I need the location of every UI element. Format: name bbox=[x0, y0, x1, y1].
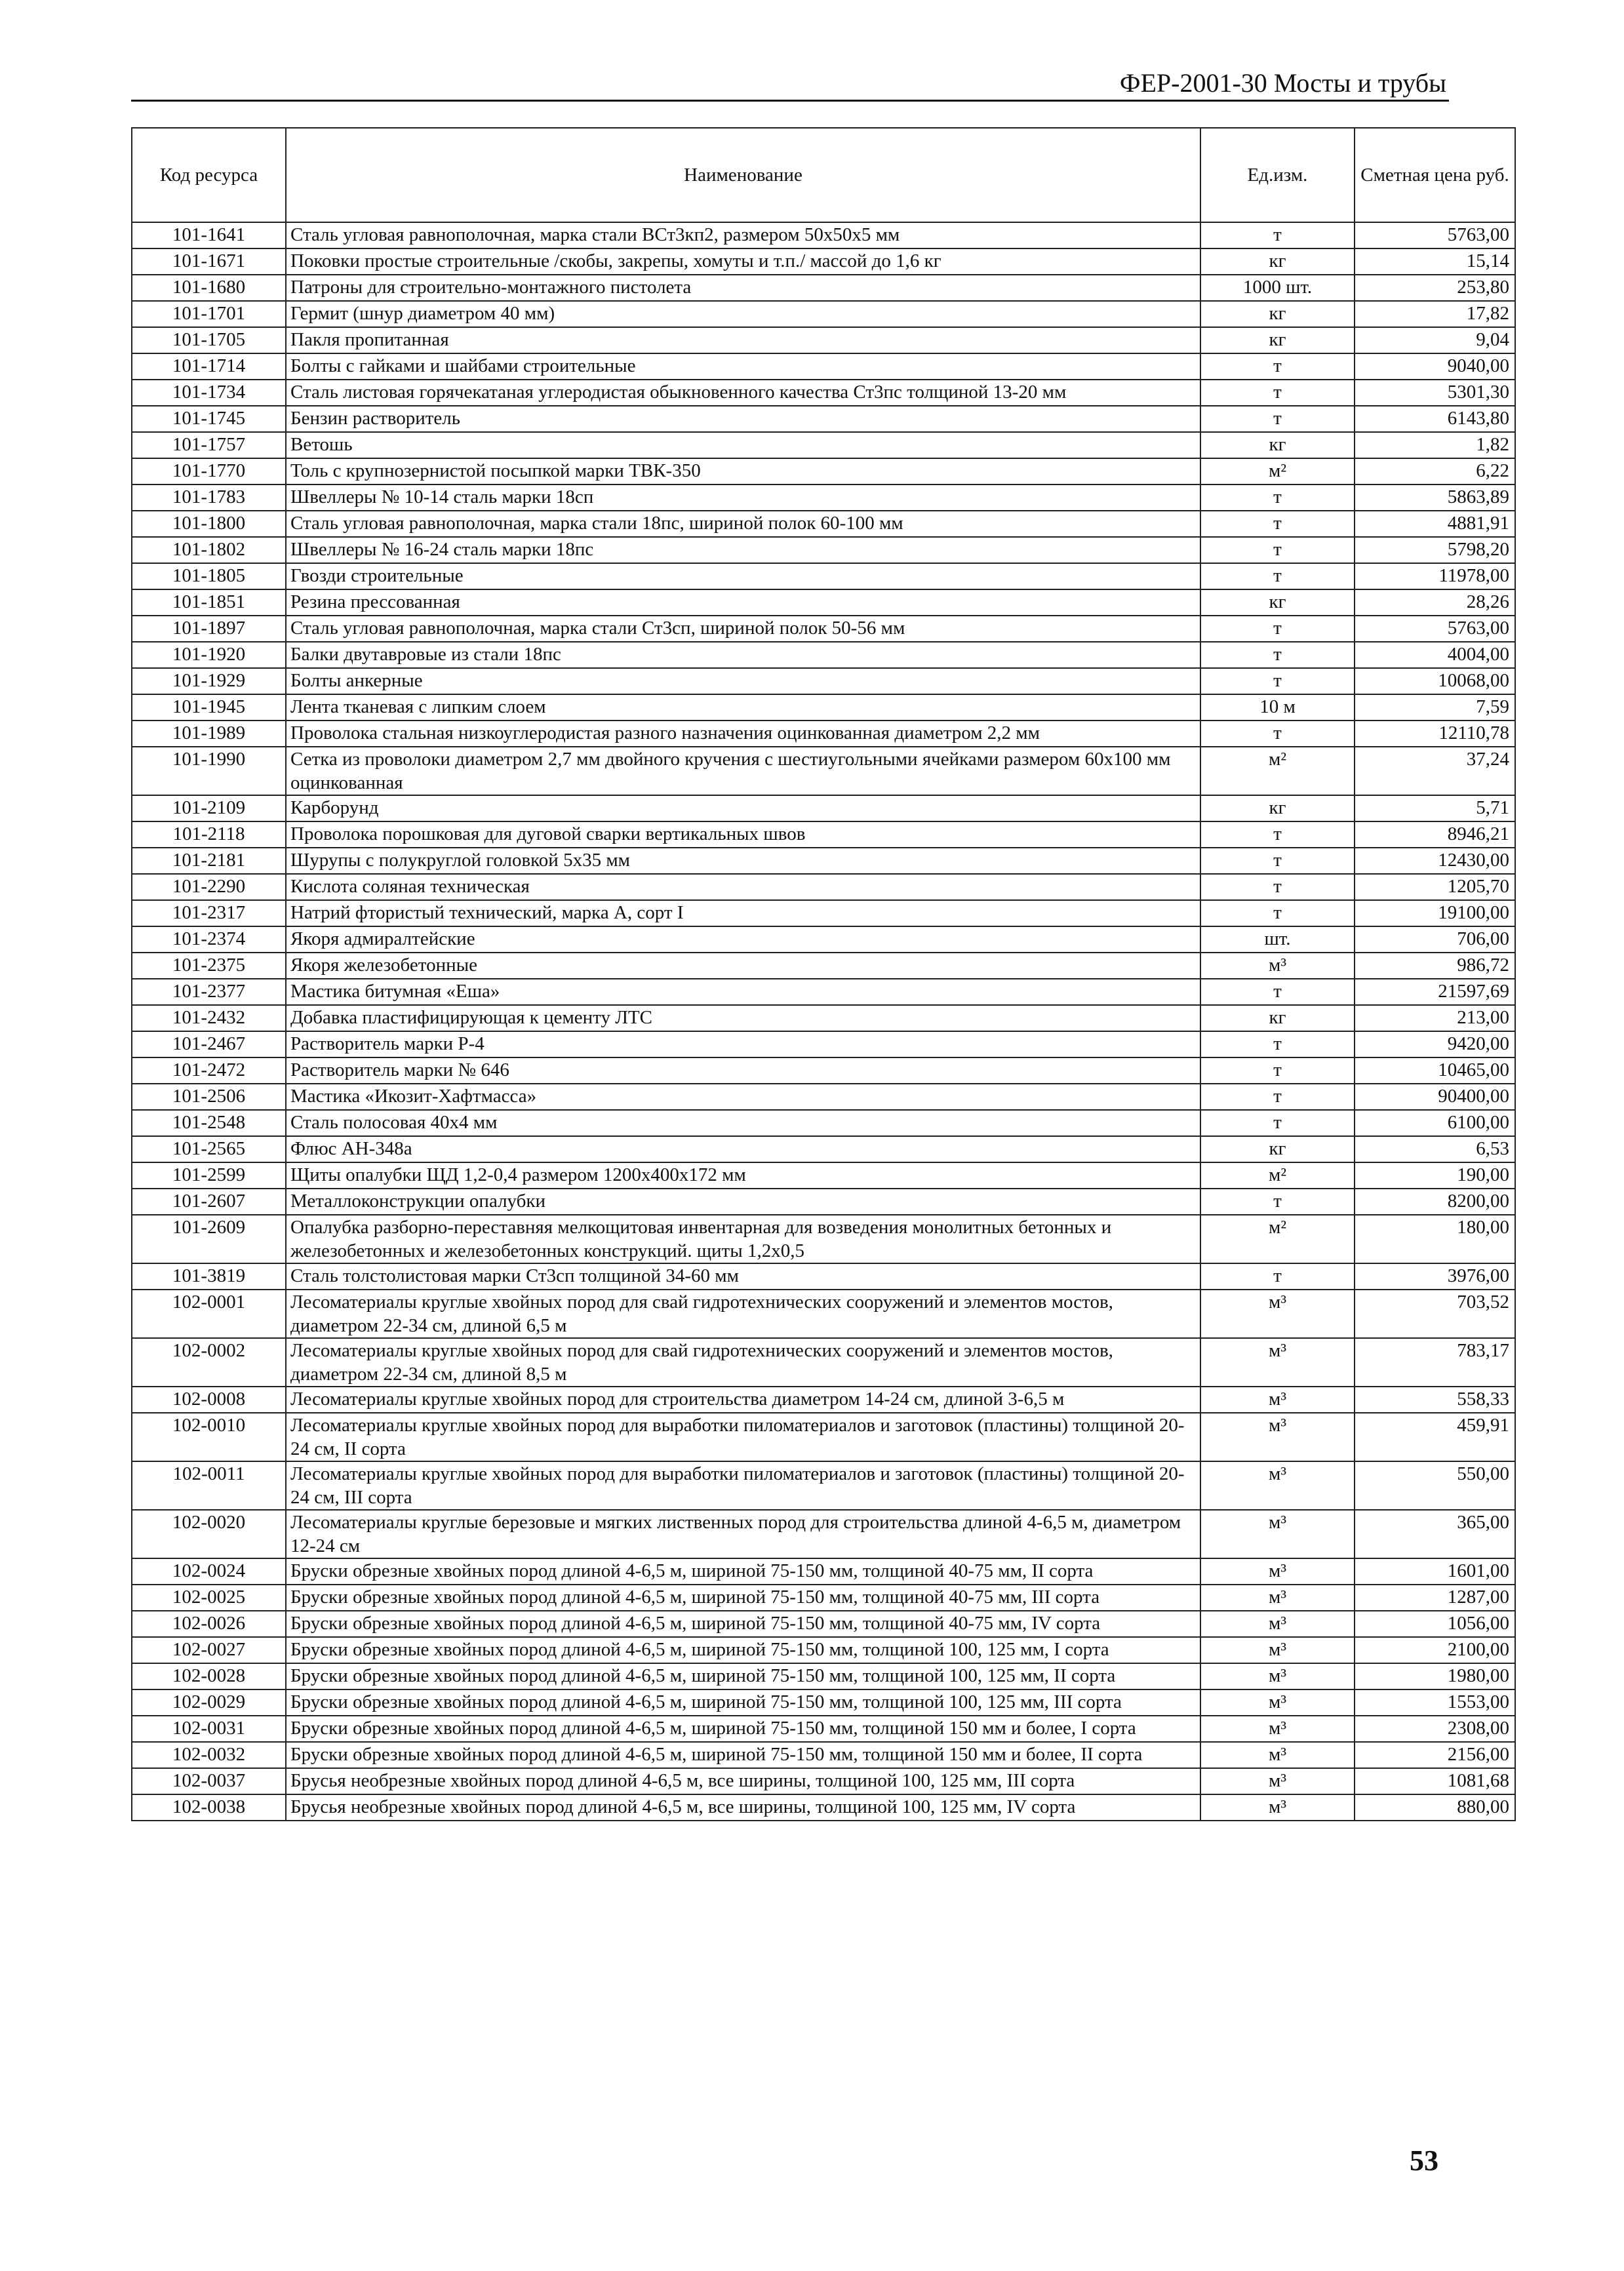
price-cell: 2308,00 bbox=[1355, 1716, 1515, 1742]
name-cell: Ветошь bbox=[286, 432, 1200, 458]
header-price: Сметная цена руб. bbox=[1355, 128, 1515, 222]
name-cell: Бруски обрезные хвойных пород длиной 4-6,5 м, шириной 75-150 мм, толщиной 100, 125 мм, I сорта bbox=[286, 1637, 1200, 1663]
price-cell: 880,00 bbox=[1355, 1794, 1515, 1821]
table-row bbox=[132, 353, 1515, 380]
price-cell: 12110,78 bbox=[1355, 721, 1515, 747]
price-cell: 5798,20 bbox=[1355, 537, 1515, 563]
unit-cell: шт. bbox=[1200, 926, 1355, 953]
code-cell: 101-2109 bbox=[132, 795, 286, 821]
unit-cell: т bbox=[1200, 511, 1355, 537]
table-row bbox=[132, 1162, 1515, 1189]
table-row bbox=[132, 1742, 1515, 1768]
unit-cell: т bbox=[1200, 721, 1355, 747]
name-cell: Сталь угловая равнополочная, марка стали Ст3сп, шириной полок 50-56 мм bbox=[286, 616, 1200, 642]
code-cell: 101-3819 bbox=[132, 1263, 286, 1290]
unit-cell: т bbox=[1200, 563, 1355, 589]
name-cell: Болты анкерные bbox=[286, 668, 1200, 694]
name-cell: Лесоматериалы круглые хвойных пород для выработки пиломатериалов и заготовок (пластины) толщиной 20-24 см, II сорта bbox=[286, 1413, 1200, 1461]
table-row bbox=[132, 874, 1515, 900]
table-row bbox=[132, 1768, 1515, 1794]
price-cell: 550,00 bbox=[1355, 1461, 1515, 1510]
unit-cell: т bbox=[1200, 642, 1355, 668]
code-cell: 101-1671 bbox=[132, 248, 286, 275]
table-row bbox=[132, 248, 1515, 275]
price-cell: 10068,00 bbox=[1355, 668, 1515, 694]
table-row bbox=[132, 589, 1515, 616]
table-row bbox=[132, 511, 1515, 537]
name-cell: Флюс АН-348а bbox=[286, 1136, 1200, 1162]
name-cell: Добавка пластифицирующая к цементу ЛТС bbox=[286, 1005, 1200, 1031]
price-cell: 15,14 bbox=[1355, 248, 1515, 275]
unit-cell: м² bbox=[1200, 1162, 1355, 1189]
unit-cell: кг bbox=[1200, 1136, 1355, 1162]
name-cell: Лесоматериалы круглые хвойных пород для строительства диаметром 14-24 см, длиной 3-6,5 м bbox=[286, 1387, 1200, 1413]
table-row bbox=[132, 821, 1515, 848]
name-cell: Пакля пропитанная bbox=[286, 327, 1200, 353]
name-cell: Сетка из проволоки диаметром 2,7 мм двойного кручения с шестиугольными ячейками размером 60х100 мм оцинкованная bbox=[286, 747, 1200, 795]
price-cell: 90400,00 bbox=[1355, 1084, 1515, 1110]
unit-cell: м³ bbox=[1200, 1794, 1355, 1821]
name-cell: Щиты опалубки ЩД 1,2-0,4 размером 1200х400х172 мм bbox=[286, 1162, 1200, 1189]
name-cell: Бруски обрезные хвойных пород длиной 4-6,5 м, шириной 75-150 мм, толщиной 150 мм и более, I сорта bbox=[286, 1716, 1200, 1742]
unit-cell: м³ bbox=[1200, 1585, 1355, 1611]
unit-cell: т bbox=[1200, 979, 1355, 1005]
table-row bbox=[132, 537, 1515, 563]
unit-cell: м³ bbox=[1200, 1413, 1355, 1461]
code-cell: 102-0028 bbox=[132, 1663, 286, 1689]
table-row bbox=[132, 1663, 1515, 1689]
code-cell: 101-1802 bbox=[132, 537, 286, 563]
code-cell: 101-2181 bbox=[132, 848, 286, 874]
code-cell: 101-2317 bbox=[132, 900, 286, 926]
price-cell: 11978,00 bbox=[1355, 563, 1515, 589]
price-cell: 180,00 bbox=[1355, 1215, 1515, 1263]
table-row bbox=[132, 1461, 1515, 1510]
code-cell: 102-0010 bbox=[132, 1413, 286, 1461]
table-row bbox=[132, 484, 1515, 511]
unit-cell: т bbox=[1200, 900, 1355, 926]
price-cell: 459,91 bbox=[1355, 1413, 1515, 1461]
name-cell: Швеллеры № 16-24 сталь марки 18пс bbox=[286, 537, 1200, 563]
price-cell: 3976,00 bbox=[1355, 1263, 1515, 1290]
table-row bbox=[132, 642, 1515, 668]
unit-cell: т bbox=[1200, 353, 1355, 380]
table-row bbox=[132, 1689, 1515, 1716]
header-unit: Ед.изм. bbox=[1200, 128, 1355, 222]
code-cell: 101-1680 bbox=[132, 275, 286, 301]
name-cell: Болты с гайками и шайбами строительные bbox=[286, 353, 1200, 380]
unit-cell: т bbox=[1200, 380, 1355, 406]
code-cell: 102-0008 bbox=[132, 1387, 286, 1413]
price-cell: 9040,00 bbox=[1355, 353, 1515, 380]
name-cell: Якоря железобетонные bbox=[286, 953, 1200, 979]
price-cell: 1,82 bbox=[1355, 432, 1515, 458]
price-cell: 6,53 bbox=[1355, 1136, 1515, 1162]
code-cell: 102-0037 bbox=[132, 1768, 286, 1794]
table-row bbox=[132, 694, 1515, 721]
unit-cell: м³ bbox=[1200, 1338, 1355, 1387]
price-cell: 37,24 bbox=[1355, 747, 1515, 795]
unit-cell: кг bbox=[1200, 301, 1355, 327]
code-cell: 101-2609 bbox=[132, 1215, 286, 1263]
code-cell: 101-1770 bbox=[132, 458, 286, 484]
table-row bbox=[132, 1794, 1515, 1821]
name-cell: Лесоматериалы круглые хвойных пород для свай гидротехнических сооружений и элементов мостов, диаметром 22-34 см, длиной 6,5 м bbox=[286, 1290, 1200, 1338]
table-row bbox=[132, 406, 1515, 432]
table-row bbox=[132, 1110, 1515, 1136]
code-cell: 102-0020 bbox=[132, 1510, 286, 1558]
table-row bbox=[132, 926, 1515, 953]
table-row bbox=[132, 1215, 1515, 1263]
code-cell: 101-1714 bbox=[132, 353, 286, 380]
price-cell: 2100,00 bbox=[1355, 1637, 1515, 1663]
name-cell: Металлоконструкции опалубки bbox=[286, 1189, 1200, 1215]
price-cell: 8200,00 bbox=[1355, 1189, 1515, 1215]
page-number: 53 bbox=[1410, 2144, 1438, 2177]
table-row bbox=[132, 900, 1515, 926]
table-row bbox=[132, 1558, 1515, 1585]
price-cell: 1081,68 bbox=[1355, 1768, 1515, 1794]
unit-cell: т bbox=[1200, 222, 1355, 248]
name-cell: Лесоматериалы круглые хвойных пород для выработки пиломатериалов и заготовок (пластины) толщиной 20-24 см, III сорта bbox=[286, 1461, 1200, 1510]
table-row bbox=[132, 1136, 1515, 1162]
name-cell: Натрий фтористый технический, марка А, сорт I bbox=[286, 900, 1200, 926]
code-cell: 102-0024 bbox=[132, 1558, 286, 1585]
name-cell: Якоря адмиралтейские bbox=[286, 926, 1200, 953]
price-cell: 190,00 bbox=[1355, 1162, 1515, 1189]
unit-cell: м³ bbox=[1200, 1558, 1355, 1585]
code-cell: 101-1757 bbox=[132, 432, 286, 458]
table-row bbox=[132, 848, 1515, 874]
header-code: Код ресурса bbox=[132, 128, 286, 222]
code-cell: 101-1734 bbox=[132, 380, 286, 406]
price-cell: 4004,00 bbox=[1355, 642, 1515, 668]
table-row bbox=[132, 1005, 1515, 1031]
price-cell: 5301,30 bbox=[1355, 380, 1515, 406]
name-cell: Резина прессованная bbox=[286, 589, 1200, 616]
code-cell: 101-1989 bbox=[132, 721, 286, 747]
table-row bbox=[132, 1290, 1515, 1338]
table-row bbox=[132, 380, 1515, 406]
unit-cell: т bbox=[1200, 616, 1355, 642]
table-row bbox=[132, 979, 1515, 1005]
price-cell: 1980,00 bbox=[1355, 1663, 1515, 1689]
name-cell: Бруски обрезные хвойных пород длиной 4-6,5 м, шириной 75-150 мм, толщиной 40-75 мм, II сорта bbox=[286, 1558, 1200, 1585]
name-cell: Опалубка разборно-переставняя мелкощитовая инвентарная для возведения монолитных бетонных и железобетонных и железобетонных конструкций. щиты 1,2х0,5 bbox=[286, 1215, 1200, 1263]
resource-table-container bbox=[131, 127, 1515, 1821]
page-header bbox=[131, 67, 1449, 102]
table-row bbox=[132, 327, 1515, 353]
name-cell: Сталь толстолистовая марки Ст3сп толщиной 34-60 мм bbox=[286, 1263, 1200, 1290]
code-cell: 101-2506 bbox=[132, 1084, 286, 1110]
name-cell: Сталь листовая горячекатаная углеродистая обыкновенного качества Ст3пс толщиной 13-20 мм bbox=[286, 380, 1200, 406]
unit-cell: 10 м bbox=[1200, 694, 1355, 721]
name-cell: Сталь угловая равнополочная, марка стали 18пс, шириной полок 60-100 мм bbox=[286, 511, 1200, 537]
code-cell: 101-1745 bbox=[132, 406, 286, 432]
name-cell: Шурупы с полукруглой головкой 5х35 мм bbox=[286, 848, 1200, 874]
code-cell: 101-2374 bbox=[132, 926, 286, 953]
code-cell: 101-1805 bbox=[132, 563, 286, 589]
price-cell: 6,22 bbox=[1355, 458, 1515, 484]
name-cell: Бруски обрезные хвойных пород длиной 4-6,5 м, шириной 75-150 мм, толщиной 40-75 мм, III сорта bbox=[286, 1585, 1200, 1611]
code-cell: 101-2548 bbox=[132, 1110, 286, 1136]
unit-cell: т bbox=[1200, 821, 1355, 848]
unit-cell: м³ bbox=[1200, 1689, 1355, 1716]
code-cell: 102-0011 bbox=[132, 1461, 286, 1510]
code-cell: 102-0026 bbox=[132, 1611, 286, 1637]
price-cell: 5863,89 bbox=[1355, 484, 1515, 511]
name-cell: Патроны для строительно-монтажного пистолета bbox=[286, 275, 1200, 301]
price-cell: 4881,91 bbox=[1355, 511, 1515, 537]
unit-cell: кг bbox=[1200, 327, 1355, 353]
code-cell: 101-2432 bbox=[132, 1005, 286, 1031]
code-cell: 101-1897 bbox=[132, 616, 286, 642]
price-cell: 1601,00 bbox=[1355, 1558, 1515, 1585]
table-row bbox=[132, 1510, 1515, 1558]
name-cell: Лента тканевая с липким слоем bbox=[286, 694, 1200, 721]
price-cell: 19100,00 bbox=[1355, 900, 1515, 926]
unit-cell: т bbox=[1200, 1263, 1355, 1290]
code-cell: 102-0001 bbox=[132, 1290, 286, 1338]
price-cell: 1205,70 bbox=[1355, 874, 1515, 900]
price-cell: 1287,00 bbox=[1355, 1585, 1515, 1611]
code-cell: 101-2118 bbox=[132, 821, 286, 848]
table-body bbox=[132, 222, 1515, 1821]
name-cell: Толь с крупнозернистой посыпкой марки ТВК-350 bbox=[286, 458, 1200, 484]
table-row bbox=[132, 953, 1515, 979]
price-cell: 365,00 bbox=[1355, 1510, 1515, 1558]
unit-cell: м² bbox=[1200, 747, 1355, 795]
unit-cell: т bbox=[1200, 406, 1355, 432]
table-row bbox=[132, 1585, 1515, 1611]
price-cell: 703,52 bbox=[1355, 1290, 1515, 1338]
code-cell: 102-0031 bbox=[132, 1716, 286, 1742]
table-row bbox=[132, 747, 1515, 795]
name-cell: Балки двутавровые из стали 18пс bbox=[286, 642, 1200, 668]
table-row bbox=[132, 432, 1515, 458]
price-cell: 21597,69 bbox=[1355, 979, 1515, 1005]
price-cell: 5763,00 bbox=[1355, 222, 1515, 248]
table-row bbox=[132, 1387, 1515, 1413]
table-row bbox=[132, 1031, 1515, 1057]
unit-cell: кг bbox=[1200, 248, 1355, 275]
code-cell: 101-1701 bbox=[132, 301, 286, 327]
unit-cell: т bbox=[1200, 848, 1355, 874]
name-cell: Гермит (шнур диаметром 40 мм) bbox=[286, 301, 1200, 327]
name-cell: Гвозди строительные bbox=[286, 563, 1200, 589]
name-cell: Растворитель марки Р-4 bbox=[286, 1031, 1200, 1057]
unit-cell: кг bbox=[1200, 432, 1355, 458]
price-cell: 213,00 bbox=[1355, 1005, 1515, 1031]
table-row bbox=[132, 301, 1515, 327]
unit-cell: м³ bbox=[1200, 1461, 1355, 1510]
table-row bbox=[132, 1716, 1515, 1742]
price-cell: 986,72 bbox=[1355, 953, 1515, 979]
code-cell: 101-1800 bbox=[132, 511, 286, 537]
price-cell: 10465,00 bbox=[1355, 1057, 1515, 1084]
unit-cell: 1000 шт. bbox=[1200, 275, 1355, 301]
table-row bbox=[132, 222, 1515, 248]
unit-cell: т bbox=[1200, 484, 1355, 511]
name-cell: Бруски обрезные хвойных пород длиной 4-6,5 м, шириной 75-150 мм, толщиной 100, 125 мм, III сорта bbox=[286, 1689, 1200, 1716]
unit-cell: т bbox=[1200, 874, 1355, 900]
name-cell: Мастика «Икозит-Хафтмасса» bbox=[286, 1084, 1200, 1110]
code-cell: 101-2377 bbox=[132, 979, 286, 1005]
name-cell: Сталь полосовая 40х4 мм bbox=[286, 1110, 1200, 1136]
price-cell: 6100,00 bbox=[1355, 1110, 1515, 1136]
name-cell: Бруски обрезные хвойных пород длиной 4-6,5 м, шириной 75-150 мм, толщиной 100, 125 мм, II сорта bbox=[286, 1663, 1200, 1689]
unit-cell: м³ bbox=[1200, 1716, 1355, 1742]
page-title: ФЕР-2001-30 Мосты и трубы bbox=[1119, 68, 1446, 98]
name-cell: Бруски обрезные хвойных пород длиной 4-6,5 м, шириной 75-150 мм, толщиной 40-75 мм, IV сорта bbox=[286, 1611, 1200, 1637]
code-cell: 101-2375 bbox=[132, 953, 286, 979]
table-row bbox=[132, 668, 1515, 694]
code-cell: 101-1851 bbox=[132, 589, 286, 616]
unit-cell: м³ bbox=[1200, 1742, 1355, 1768]
code-cell: 101-1920 bbox=[132, 642, 286, 668]
price-cell: 28,26 bbox=[1355, 589, 1515, 616]
unit-cell: т bbox=[1200, 668, 1355, 694]
table-row bbox=[132, 1084, 1515, 1110]
price-cell: 253,80 bbox=[1355, 275, 1515, 301]
unit-cell: кг bbox=[1200, 589, 1355, 616]
code-cell: 101-2472 bbox=[132, 1057, 286, 1084]
name-cell: Проволока порошковая для дуговой сварки вертикальных швов bbox=[286, 821, 1200, 848]
price-cell: 2156,00 bbox=[1355, 1742, 1515, 1768]
unit-cell: м³ bbox=[1200, 1387, 1355, 1413]
table-row bbox=[132, 1611, 1515, 1637]
code-cell: 101-2467 bbox=[132, 1031, 286, 1057]
unit-cell: т bbox=[1200, 1110, 1355, 1136]
unit-cell: т bbox=[1200, 1057, 1355, 1084]
price-cell: 1056,00 bbox=[1355, 1611, 1515, 1637]
price-cell: 706,00 bbox=[1355, 926, 1515, 953]
name-cell: Лесоматериалы круглые хвойных пород для свай гидротехнических сооружений и элементов мостов, диаметром 22-34 см, длиной 8,5 м bbox=[286, 1338, 1200, 1387]
price-cell: 5763,00 bbox=[1355, 616, 1515, 642]
table-row bbox=[132, 458, 1515, 484]
name-cell: Сталь угловая равнополочная, марка стали ВСт3кп2, размером 50х50х5 мм bbox=[286, 222, 1200, 248]
unit-cell: м² bbox=[1200, 1215, 1355, 1263]
name-cell: Брусья необрезные хвойных пород длиной 4-6,5 м, все ширины, толщиной 100, 125 мм, III сорта bbox=[286, 1768, 1200, 1794]
code-cell: 102-0025 bbox=[132, 1585, 286, 1611]
unit-cell: м³ bbox=[1200, 1510, 1355, 1558]
code-cell: 101-2599 bbox=[132, 1162, 286, 1189]
code-cell: 101-1990 bbox=[132, 747, 286, 795]
table-row bbox=[132, 1338, 1515, 1387]
name-cell: Швеллеры № 10-14 сталь марки 18сп bbox=[286, 484, 1200, 511]
name-cell: Бензин растворитель bbox=[286, 406, 1200, 432]
price-cell: 1553,00 bbox=[1355, 1689, 1515, 1716]
price-cell: 17,82 bbox=[1355, 301, 1515, 327]
table-row bbox=[132, 1189, 1515, 1215]
table-row bbox=[132, 275, 1515, 301]
name-cell: Брусья необрезные хвойных пород длиной 4-6,5 м, все ширины, толщиной 100, 125 мм, IV сорта bbox=[286, 1794, 1200, 1821]
name-cell: Кислота соляная техническая bbox=[286, 874, 1200, 900]
table-row bbox=[132, 1263, 1515, 1290]
unit-cell: т bbox=[1200, 1189, 1355, 1215]
header-name: Наименование bbox=[286, 128, 1200, 222]
code-cell: 102-0027 bbox=[132, 1637, 286, 1663]
name-cell: Мастика битумная «Еша» bbox=[286, 979, 1200, 1005]
unit-cell: м³ bbox=[1200, 953, 1355, 979]
name-cell: Бруски обрезные хвойных пород длиной 4-6,5 м, шириной 75-150 мм, толщиной 150 мм и более, II сорта bbox=[286, 1742, 1200, 1768]
price-cell: 9420,00 bbox=[1355, 1031, 1515, 1057]
name-cell: Карборунд bbox=[286, 795, 1200, 821]
unit-cell: м³ bbox=[1200, 1663, 1355, 1689]
price-cell: 558,33 bbox=[1355, 1387, 1515, 1413]
unit-cell: м³ bbox=[1200, 1611, 1355, 1637]
table-row bbox=[132, 721, 1515, 747]
name-cell: Проволока стальная низкоуглеродистая разного назначения оцинкованная диаметром 2,2 мм bbox=[286, 721, 1200, 747]
resource-price-table bbox=[131, 127, 1516, 1821]
price-cell: 783,17 bbox=[1355, 1338, 1515, 1387]
name-cell: Лесоматериалы круглые березовые и мягких лиственных пород для строительства длиной 4-6,5 м, диаметром 12-24 см bbox=[286, 1510, 1200, 1558]
code-cell: 101-2565 bbox=[132, 1136, 286, 1162]
unit-cell: м³ bbox=[1200, 1290, 1355, 1338]
code-cell: 101-1705 bbox=[132, 327, 286, 353]
price-cell: 7,59 bbox=[1355, 694, 1515, 721]
code-cell: 102-0038 bbox=[132, 1794, 286, 1821]
unit-cell: кг bbox=[1200, 1005, 1355, 1031]
price-cell: 6143,80 bbox=[1355, 406, 1515, 432]
table-row bbox=[132, 795, 1515, 821]
price-cell: 9,04 bbox=[1355, 327, 1515, 353]
price-cell: 12430,00 bbox=[1355, 848, 1515, 874]
table-row bbox=[132, 1057, 1515, 1084]
price-cell: 8946,21 bbox=[1355, 821, 1515, 848]
code-cell: 101-1641 bbox=[132, 222, 286, 248]
table-row bbox=[132, 1413, 1515, 1461]
code-cell: 102-0002 bbox=[132, 1338, 286, 1387]
table-row bbox=[132, 616, 1515, 642]
code-cell: 101-2290 bbox=[132, 874, 286, 900]
table-row bbox=[132, 563, 1515, 589]
code-cell: 101-1929 bbox=[132, 668, 286, 694]
unit-cell: м³ bbox=[1200, 1768, 1355, 1794]
code-cell: 102-0032 bbox=[132, 1742, 286, 1768]
name-cell: Поковки простые строительные /скобы, закрепы, хомуты и т.п./ массой до 1,6 кг bbox=[286, 248, 1200, 275]
unit-cell: т bbox=[1200, 1084, 1355, 1110]
unit-cell: м³ bbox=[1200, 1637, 1355, 1663]
name-cell: Растворитель марки № 646 bbox=[286, 1057, 1200, 1084]
table-header-row bbox=[132, 128, 1515, 222]
unit-cell: кг bbox=[1200, 795, 1355, 821]
code-cell: 101-1783 bbox=[132, 484, 286, 511]
code-cell: 101-1945 bbox=[132, 694, 286, 721]
unit-cell: т bbox=[1200, 1031, 1355, 1057]
code-cell: 102-0029 bbox=[132, 1689, 286, 1716]
table-row bbox=[132, 1637, 1515, 1663]
price-cell: 5,71 bbox=[1355, 795, 1515, 821]
unit-cell: м² bbox=[1200, 458, 1355, 484]
code-cell: 101-2607 bbox=[132, 1189, 286, 1215]
unit-cell: т bbox=[1200, 537, 1355, 563]
